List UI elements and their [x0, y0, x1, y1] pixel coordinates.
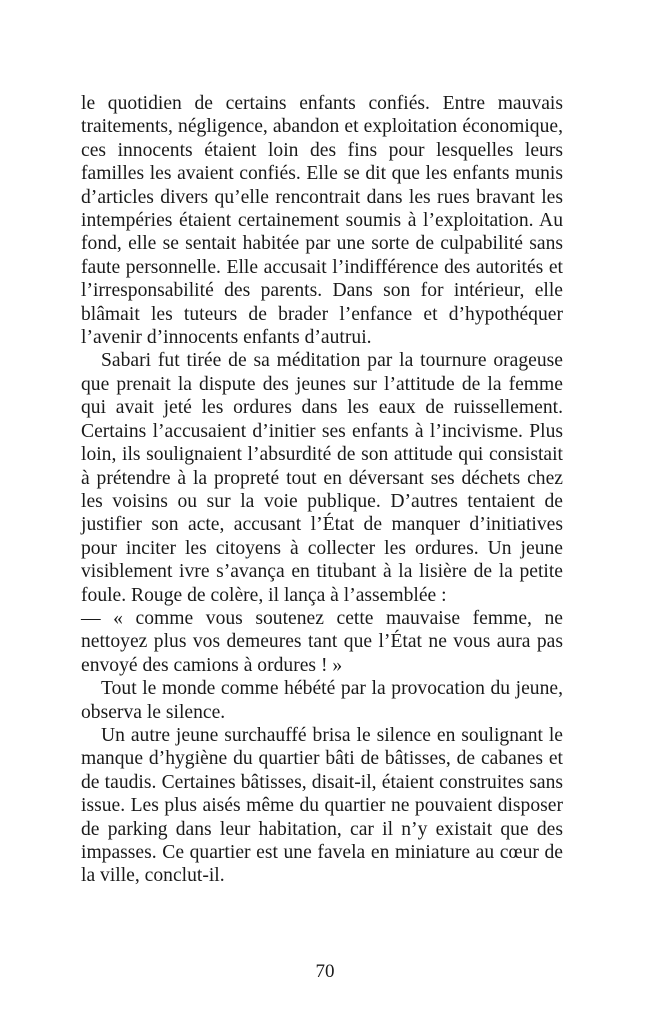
- paragraph-3-dialogue: — « comme vous soutenez cette mauvaise femme, ne nettoyez plus vos demeures tant que l’État ne vous aura pas envoyé des camions à ordures ! »: [81, 607, 563, 676]
- body-text: [81, 92, 563, 888]
- paragraph-2: Sabari fut tirée de sa méditation par la tournure orageuse que prenait la dispute des jeunes sur l’attitude de la femme qui avait jeté les ordures dans les eaux de ruissellement. Certains l’accusaient d’initier ses enfants à l’incivisme. Plus loin, ils soulignaient l’absurdité de son attitude qui consistait à prétendre à la propreté tout en déversant ses déchets chez les voisins ou sur la voie publique. D’autres tentaient de justifier son acte, accusant l’État de manquer d’initiatives pour inciter les citoyens à collecter les ordures. Un jeune visiblement ivre s’avança en titubant à la lisière de la petite foule. Rouge de colère, il lança à l’assemblée :: [81, 350, 563, 606]
- page-number: 70: [315, 961, 335, 982]
- paragraph-1: le quotidien de certains enfants confiés. Entre mauvais traitements, négligence, abandon et exploitation économique, ces innocents étaient loin des fins pour lesquelles leurs familles les avaient confiés. Elle se dit que les enfants munis d’articles divers qu’elle rencontrait dans les rues bravant les intempéries étaient certainement soumis à l’exploitation. Au fond, elle se sentait habitée par une sorte de culpabilité sans faute personnelle. Elle accusait l’indifférence des autorités et l’irresponsabilité des parents. Dans son for intérieur, elle blâmait les tuteurs de brader l’enfance et d’hypothéquer l’avenir d’innocents enfants d’autrui.: [81, 93, 563, 349]
- paragraph-4: Tout le monde comme hébété par la provocation du jeune, observa le silence.: [81, 678, 563, 723]
- paragraph-5: Un autre jeune surchauffé brisa le silence en soulignant le manque d’hygiène du quartier bâti de bâtisses, de cabanes et de taudis. Certaines bâtisses, disait-il, étaient construites sans issue. Les plus aisés même du quartier ne pouvaient disposer de parking dans leur habitation, car il n’y existait que des impasses. Ce quartier est une favela en miniature au cœur de la ville, conclut-il.: [81, 724, 563, 887]
